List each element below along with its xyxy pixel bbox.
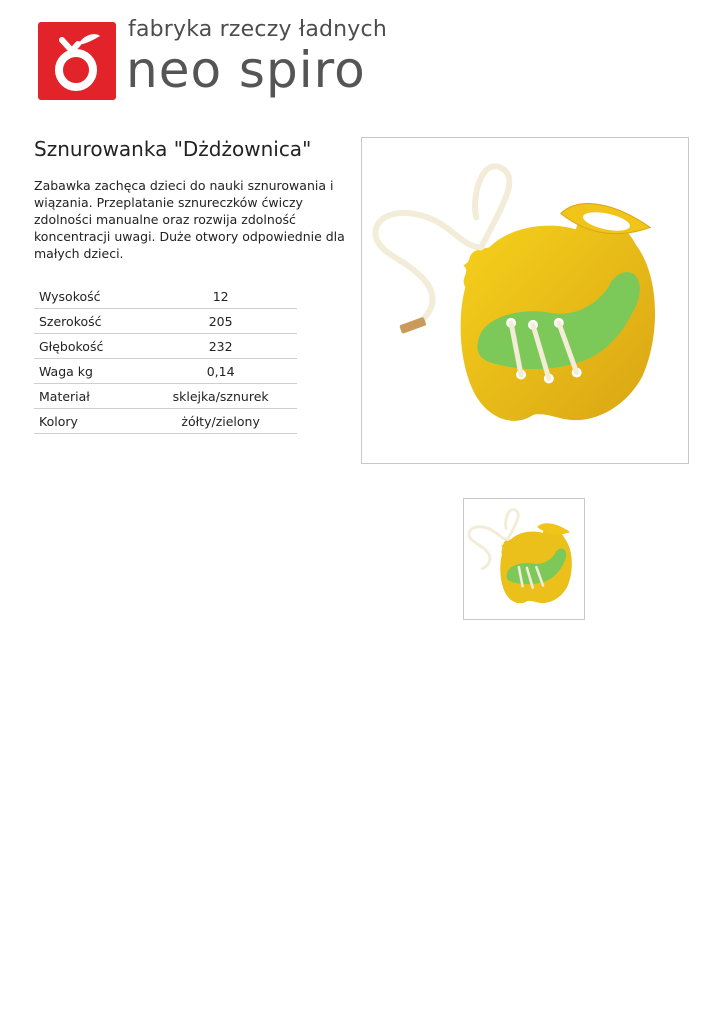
table-row bbox=[34, 334, 297, 359]
product-image-thumbnail[interactable] bbox=[463, 498, 585, 620]
logo-mark bbox=[38, 22, 116, 100]
spec-label: Waga kg bbox=[34, 359, 144, 384]
table-row bbox=[34, 309, 297, 334]
table-row bbox=[34, 384, 297, 409]
apple-logo-icon bbox=[38, 22, 116, 100]
logo-tagline: fabryka rzeczy ładnych bbox=[128, 17, 387, 42]
spec-value: 12 bbox=[144, 284, 297, 309]
spec-label: Głębokość bbox=[34, 334, 144, 359]
spec-value: 232 bbox=[144, 334, 297, 359]
product-image-main[interactable] bbox=[361, 137, 689, 464]
table-row bbox=[34, 409, 297, 434]
table-row bbox=[34, 359, 297, 384]
spec-label: Szerokość bbox=[34, 309, 144, 334]
logo-brand: neo spiro bbox=[126, 41, 366, 99]
table-row bbox=[34, 284, 297, 309]
product-description: Zabawka zachęca dzieci do nauki sznurowania i wiązania. Przeplatanie sznureczków ćwiczy zdolności manualne oraz rozwija zdolność koncentracji uwagi. Duże otwory odpowiednie dla małych dzieci. bbox=[34, 178, 345, 261]
spec-value: 205 bbox=[144, 309, 297, 334]
spec-label: Wysokość bbox=[34, 284, 144, 309]
spec-value: 0,14 bbox=[144, 359, 297, 384]
spec-value: żółty/zielony bbox=[144, 409, 297, 434]
spec-value: sklejka/sznurek bbox=[144, 384, 297, 409]
page-title: Sznurowanka "Dżdżownica" bbox=[34, 137, 312, 161]
specs-table bbox=[34, 284, 297, 434]
lacing-apple-toy-image bbox=[362, 138, 688, 463]
spec-label: Kolory bbox=[34, 409, 144, 434]
lacing-apple-toy-thumbnail bbox=[464, 499, 584, 619]
spec-label: Materiał bbox=[34, 384, 144, 409]
